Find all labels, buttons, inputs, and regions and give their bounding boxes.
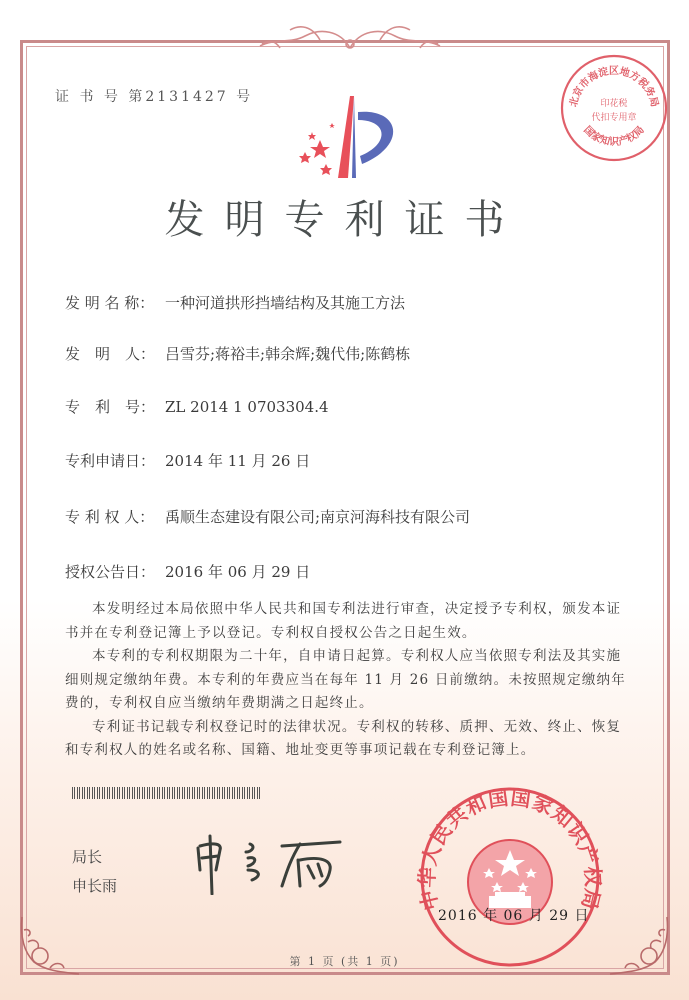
field-application-date	[65, 450, 310, 471]
field-patent-number	[65, 396, 329, 417]
field-value: ZL 2014 1 0703304.4	[165, 398, 329, 416]
svg-text:中华人民共和国国家知识产权局: 中华人民共和国国家知识产权局	[415, 785, 605, 913]
corner-ornament-icon	[605, 912, 675, 982]
field-patentee	[65, 506, 470, 527]
director-title: 局长	[72, 848, 103, 866]
paragraph: 本发明经过本局依照中华人民共和国专利法进行审查，决定授予专利权，颁发本证书并在专利登记簿上予以登记。专利权自授权公告之日起生效。	[65, 601, 622, 641]
field-inventors	[65, 343, 410, 364]
corner-ornament-icon	[14, 912, 84, 982]
field-label: 专 利 权 人：	[65, 508, 155, 526]
paragraph: 本专利的专利权期限为二十年，自申请日起算。专利权人应当依照专利法及其实施细则规定缴纳年费。本专利的年费应当在每年 11 月 26 日前缴纳。未按照规定缴纳年费的，专利权自应当缴纳年费期满之日起终止。	[65, 648, 626, 711]
seal-date: 2016 年 06 月 29 日	[438, 908, 590, 924]
field-value: 禹顺生态建设有限公司;南京河海科技有限公司	[165, 508, 471, 526]
field-label: 发 明 人：	[65, 345, 156, 363]
field-label: 专 利 号：	[65, 398, 156, 416]
svg-text:国家知识产权局: 国家知识产权局	[581, 124, 647, 149]
tax-stamp-seal	[556, 50, 672, 166]
field-label: 专利申请日：	[65, 452, 156, 470]
svg-text:印花税: 印花税	[600, 99, 628, 109]
field-value: 2014 年 11 月 26 日	[165, 452, 311, 470]
field-label: 授权公告日：	[65, 563, 156, 581]
field-grant-date	[65, 561, 310, 582]
barcode	[72, 787, 262, 799]
official-seal	[415, 782, 605, 972]
director-name: 申长雨	[72, 877, 118, 895]
field-label: 发 明 名 称：	[65, 294, 155, 312]
document-title: 发明专利证书	[164, 197, 525, 243]
field-invention-name	[65, 292, 405, 313]
field-value: 吕雪芬;蒋裕丰;韩余辉;魏代伟;陈鹤栋	[165, 345, 411, 363]
svg-text:代扣专用章: 代扣专用章	[591, 113, 637, 123]
page-number: 第 1 页 (共 1 页)	[289, 955, 400, 968]
certificate-number: 证 书 号 第2131427 号	[55, 89, 254, 105]
field-value: 2016 年 06 月 29 日	[165, 563, 311, 581]
field-value: 一种河道拱形挡墙结构及其施工方法	[165, 294, 406, 312]
signature-icon	[190, 830, 350, 895]
paragraph: 专利证书记载专利权登记时的法律状况。专利权的转移、质押、无效、终止、恢复和专利权人的姓名或名称、国籍、地址变更等事项记载在专利登记簿上。	[65, 718, 622, 758]
legal-statement	[65, 598, 630, 763]
cnipa-logo-icon	[290, 90, 410, 180]
top-ornament-icon	[250, 18, 450, 52]
svg-text:北京市海淀区地方税务局: 北京市海淀区地方税务局	[568, 66, 660, 109]
